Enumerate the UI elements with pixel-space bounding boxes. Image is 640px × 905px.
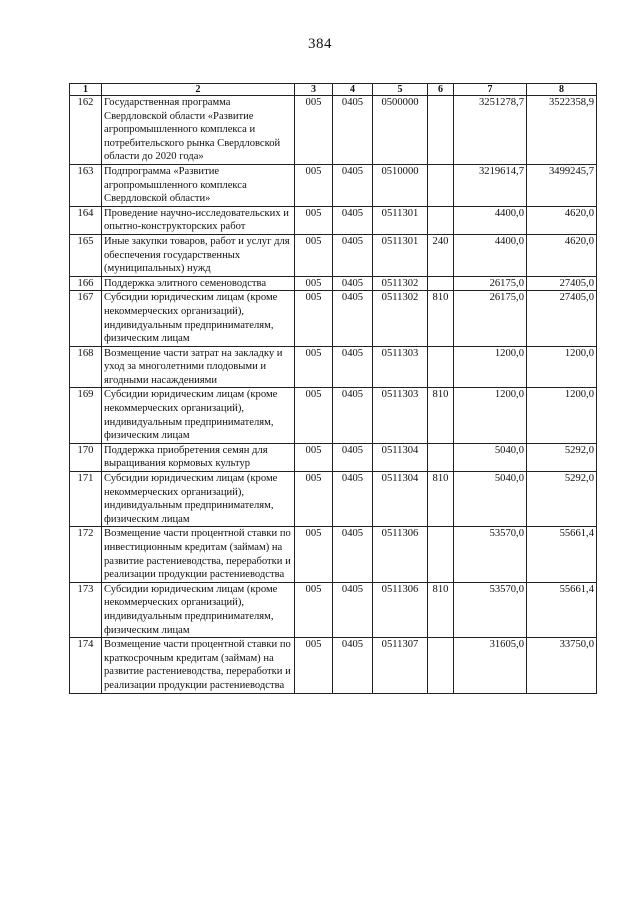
row-col3: 005 [295, 96, 333, 165]
row-col3: 005 [295, 276, 333, 291]
row-col8: 27405,0 [527, 276, 597, 291]
row-col8: 1200,0 [527, 346, 597, 388]
row-col5: 0511307 [373, 638, 428, 693]
row-col5: 0511302 [373, 291, 428, 346]
row-col3: 005 [295, 164, 333, 206]
row-number: 166 [70, 276, 102, 291]
row-name: Поддержка элитного семеноводства [102, 276, 295, 291]
header-cell-1: 1 [70, 84, 102, 96]
row-col5: 0511303 [373, 388, 428, 443]
row-col7: 4400,0 [454, 206, 527, 234]
row-col4: 0405 [333, 388, 373, 443]
row-number: 168 [70, 346, 102, 388]
row-col6 [428, 443, 454, 471]
row-number: 165 [70, 234, 102, 276]
row-col4: 0405 [333, 638, 373, 693]
row-col5: 0511301 [373, 234, 428, 276]
row-name: Поддержка приобретения семян для выращивания кормовых культур [102, 443, 295, 471]
row-col8: 27405,0 [527, 291, 597, 346]
table-row [70, 388, 597, 443]
row-col3: 005 [295, 582, 333, 637]
row-col4: 0405 [333, 291, 373, 346]
row-col5: 0511302 [373, 276, 428, 291]
row-col5: 0511306 [373, 527, 428, 582]
row-name: Субсидии юридическим лицам (кроме некоммерческих организаций), индивидуальным предпринимателям, физическим лицам [102, 582, 295, 637]
row-col6 [428, 206, 454, 234]
row-col3: 005 [295, 638, 333, 693]
row-name: Возмещение части процентной ставки по краткосрочным кредитам (займам) на развитие растениеводства, переработки и реализации продукции растениеводства [102, 638, 295, 693]
header-cell-7: 7 [454, 84, 527, 96]
row-col5: 0500000 [373, 96, 428, 165]
row-name: Проведение научно-исследовательских и опытно-конструкторских работ [102, 206, 295, 234]
row-col4: 0405 [333, 443, 373, 471]
row-col8: 5292,0 [527, 472, 597, 527]
row-number: 170 [70, 443, 102, 471]
row-col7: 1200,0 [454, 346, 527, 388]
row-col8: 4620,0 [527, 234, 597, 276]
table-row [70, 234, 597, 276]
row-col6 [428, 638, 454, 693]
row-number: 164 [70, 206, 102, 234]
header-cell-5: 5 [373, 84, 428, 96]
row-col4: 0405 [333, 276, 373, 291]
row-col3: 005 [295, 206, 333, 234]
row-name: Возмещение части процентной ставки по инвестиционным кредитам (займам) на развитие растениеводства, переработки и реализации продукции растениеводства [102, 527, 295, 582]
table-row [70, 443, 597, 471]
row-col3: 005 [295, 472, 333, 527]
header-cell-6: 6 [428, 84, 454, 96]
table-row [70, 276, 597, 291]
row-col3: 005 [295, 291, 333, 346]
row-col6: 240 [428, 234, 454, 276]
table-row [70, 527, 597, 582]
table-row [70, 164, 597, 206]
row-col4: 0405 [333, 164, 373, 206]
row-col4: 0405 [333, 346, 373, 388]
row-col4: 0405 [333, 206, 373, 234]
row-col8: 3522358,9 [527, 96, 597, 165]
row-col7: 5040,0 [454, 472, 527, 527]
row-col6 [428, 276, 454, 291]
row-col7: 4400,0 [454, 234, 527, 276]
header-cell-3: 3 [295, 84, 333, 96]
row-number: 171 [70, 472, 102, 527]
row-name: Иные закупки товаров, работ и услуг для обеспечения государственных (муниципальных) нужд [102, 234, 295, 276]
row-col8: 55661,4 [527, 582, 597, 637]
row-number: 173 [70, 582, 102, 637]
row-col3: 005 [295, 527, 333, 582]
row-col5: 0511304 [373, 472, 428, 527]
row-col8: 55661,4 [527, 527, 597, 582]
row-col7: 3251278,7 [454, 96, 527, 165]
row-col6 [428, 96, 454, 165]
table-row [70, 96, 597, 165]
row-number: 172 [70, 527, 102, 582]
row-number: 169 [70, 388, 102, 443]
row-col6: 810 [428, 291, 454, 346]
row-col7: 3219614,7 [454, 164, 527, 206]
row-col6: 810 [428, 582, 454, 637]
row-col6 [428, 346, 454, 388]
row-name: Подпрограмма «Развитие агропромышленного комплекса Свердловской области» [102, 164, 295, 206]
row-name: Возмещение части затрат на закладку и уход за многолетними плодовыми и ягодными насаждениями [102, 346, 295, 388]
table-row [70, 638, 597, 693]
row-name: Субсидии юридическим лицам (кроме некоммерческих организаций), индивидуальным предпринимателям, физическим лицам [102, 472, 295, 527]
row-col7: 31605,0 [454, 638, 527, 693]
row-col4: 0405 [333, 472, 373, 527]
row-name: Субсидии юридическим лицам (кроме некоммерческих организаций), индивидуальным предпринимателям, физическим лицам [102, 388, 295, 443]
row-col6: 810 [428, 472, 454, 527]
row-col5: 0511304 [373, 443, 428, 471]
row-col5: 0511301 [373, 206, 428, 234]
row-col8: 1200,0 [527, 388, 597, 443]
row-col7: 26175,0 [454, 291, 527, 346]
table-row [70, 582, 597, 637]
row-col7: 5040,0 [454, 443, 527, 471]
row-col5: 0511306 [373, 582, 428, 637]
row-col4: 0405 [333, 234, 373, 276]
row-col7: 1200,0 [454, 388, 527, 443]
row-col4: 0405 [333, 96, 373, 165]
header-row [70, 84, 597, 96]
row-col3: 005 [295, 346, 333, 388]
header-cell-2: 2 [102, 84, 295, 96]
row-col3: 005 [295, 388, 333, 443]
row-number: 162 [70, 96, 102, 165]
row-name: Субсидии юридическим лицам (кроме некоммерческих организаций), индивидуальным предпринимателям, физическим лицам [102, 291, 295, 346]
budget-table [69, 83, 597, 694]
row-col5: 0511303 [373, 346, 428, 388]
header-cell-8: 8 [527, 84, 597, 96]
table-row [70, 346, 597, 388]
row-col8: 4620,0 [527, 206, 597, 234]
table-row [70, 472, 597, 527]
row-name: Государственная программа Свердловской области «Развитие агропромышленного комплекса и потребительского рынка Свердловской области до 2020 года» [102, 96, 295, 165]
row-col8: 5292,0 [527, 443, 597, 471]
row-col6 [428, 164, 454, 206]
row-col5: 0510000 [373, 164, 428, 206]
header-cell-4: 4 [333, 84, 373, 96]
row-number: 167 [70, 291, 102, 346]
row-col6: 810 [428, 388, 454, 443]
row-number: 163 [70, 164, 102, 206]
row-col7: 26175,0 [454, 276, 527, 291]
page-number: 384 [308, 36, 332, 52]
row-col7: 53570,0 [454, 527, 527, 582]
row-number: 174 [70, 638, 102, 693]
table-row [70, 206, 597, 234]
row-col7: 53570,0 [454, 582, 527, 637]
row-col4: 0405 [333, 582, 373, 637]
row-col6 [428, 527, 454, 582]
row-col8: 33750,0 [527, 638, 597, 693]
row-col4: 0405 [333, 527, 373, 582]
row-col8: 3499245,7 [527, 164, 597, 206]
row-col3: 005 [295, 443, 333, 471]
row-col3: 005 [295, 234, 333, 276]
table-row [70, 291, 597, 346]
